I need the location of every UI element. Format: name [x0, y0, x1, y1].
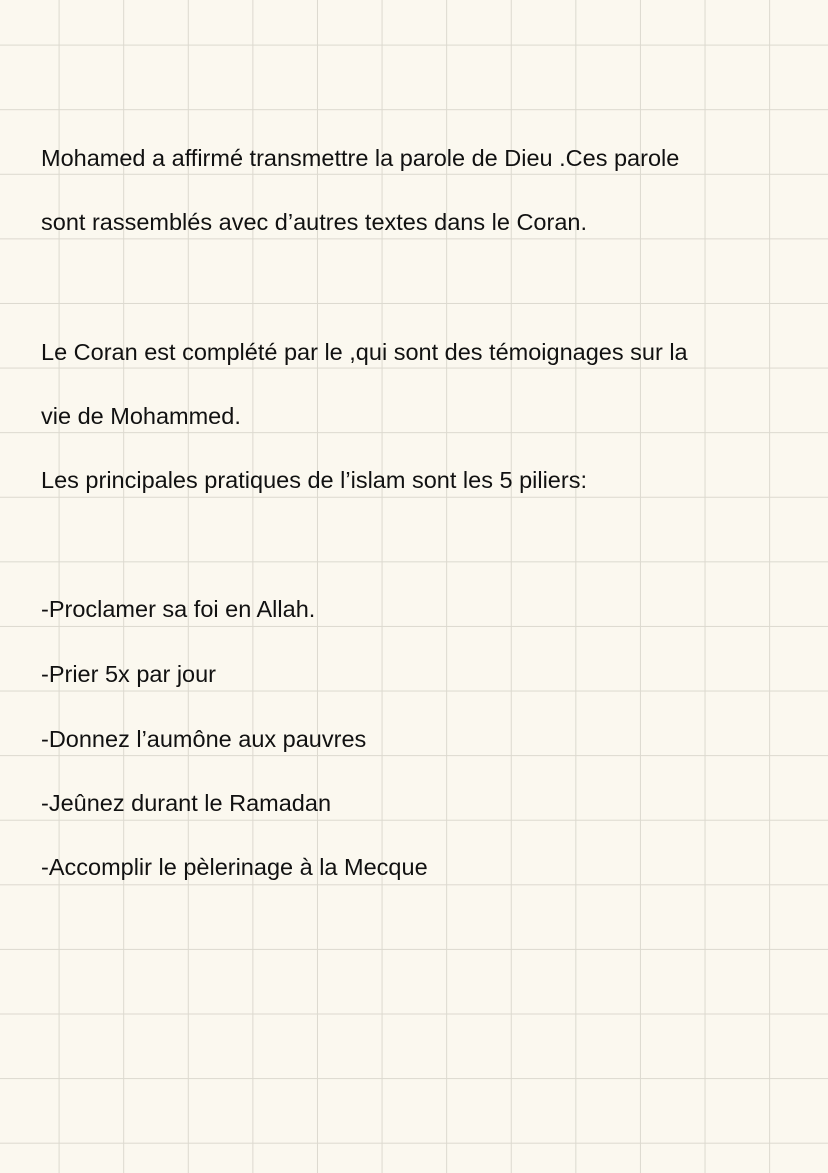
text-line-1: Mohamed a affirmé transmettre la parole de Dieu .Ces parole: [41, 145, 680, 171]
pillar-item-4: -Jeûnez durant le Ramadan: [41, 790, 332, 816]
pillar-item-2: -Prier 5x par jour: [41, 661, 216, 687]
pillars-intro: Les principales pratiques de l’islam sont les 5 piliers:: [41, 467, 587, 493]
text-line-3: Le Coran est complété par le ,qui sont des témoignages sur la: [41, 339, 688, 365]
pillar-item-3: -Donnez l’aumône aux pauvres: [41, 726, 367, 752]
pillar-item-1: -Proclamer sa foi en Allah.: [41, 596, 316, 622]
pillar-item-5: -Accomplir le pèlerinage à la Mecque: [41, 854, 428, 880]
text-line-4: vie de Mohammed.: [41, 403, 241, 429]
text-line-2: sont rassemblés avec d’autres textes dans le Coran.: [41, 209, 587, 235]
